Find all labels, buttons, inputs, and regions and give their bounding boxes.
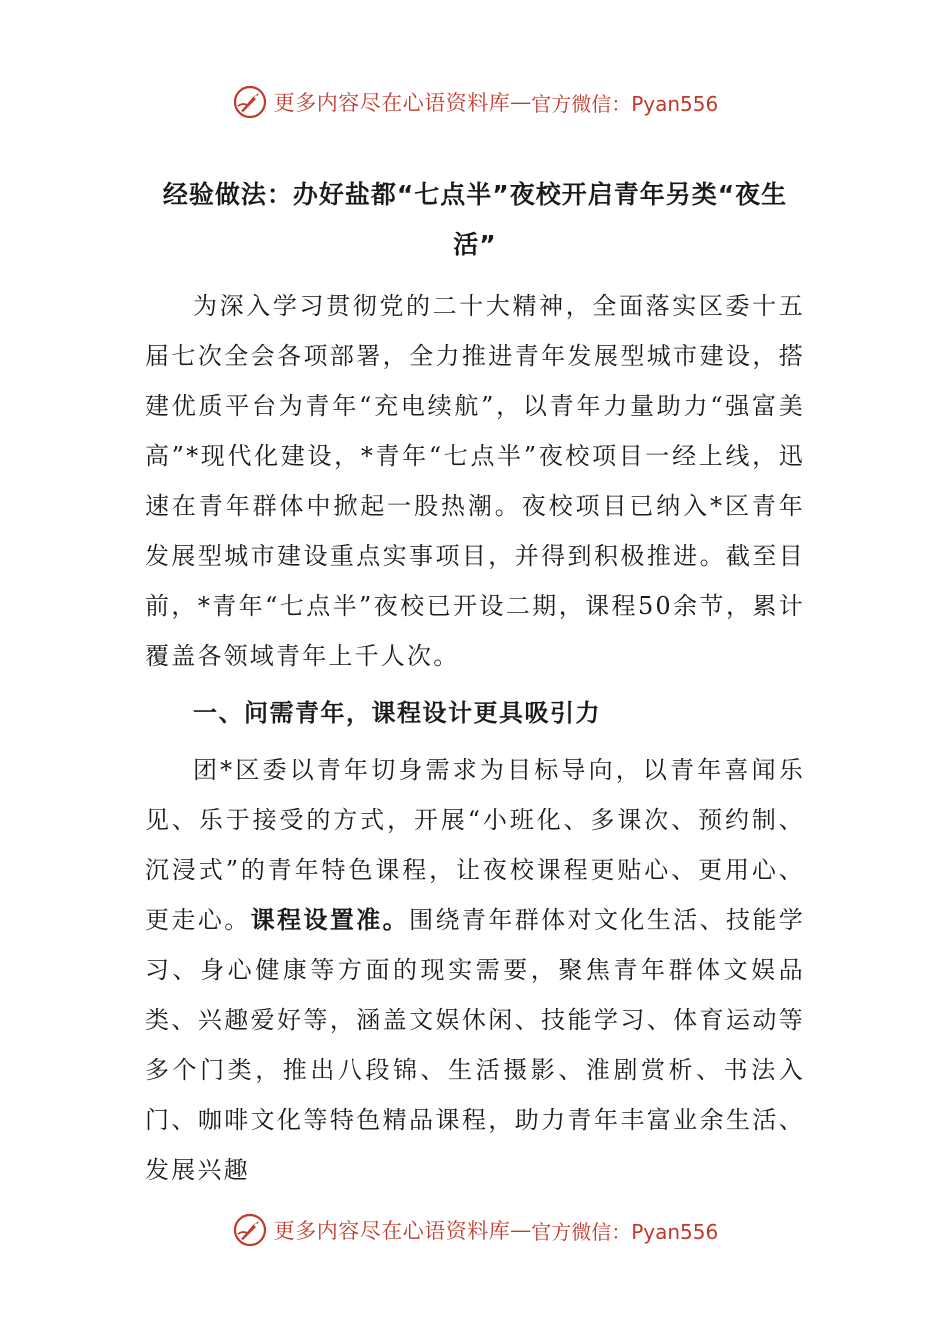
banner-wechat: 官方微信：Pyan556: [531, 91, 719, 116]
bold-lead-phrase: 课程设置准。: [250, 906, 410, 934]
footer-banner: [0, 1210, 950, 1250]
banner-dash: —: [510, 1218, 532, 1242]
pen-nib-logo-icon: [232, 84, 268, 120]
paragraph-section-1: [145, 745, 806, 1184]
header-banner: [0, 82, 950, 122]
paragraph-intro: 为深入学习贯彻党的二十大精神，全面落实区委十五届七次全会各项部署，全力推进青年发展型城市建设，搭建优质平台为青年“充电续航”，以青年力量助力“强富美高”*现代化建设，*青年“七点半”夜校项目一经上线，迅速在青年群体中掀起一股热潮。夜校项目已纳入*区青年发展型城市建设重点实事项目，并得到积极推进。截至目前，*青年“七点半”夜校已开设二期，课程50余节，累计覆盖各领域青年上千人次。: [145, 292, 805, 670]
pen-nib-logo-icon: [232, 1212, 268, 1248]
document-title: 经验做法：办好盐都“七点半”夜校开启青年另类“夜生活”: [162, 180, 788, 259]
section-heading-1: 一、问需青年，课程设计更具吸引力: [193, 699, 601, 727]
paragraph-text: 围绕青年群体对文化生活、技能学习、身心健康等方面的现实需要，聚焦青年群体文娱品类、兴趣爱好等，涵盖文娱休闲、技能学习、体育运动等多个门类，推出八段锦、生活摄影、淮剧赏析、书法入门、咖啡文化等特色精品课程，助力青年丰富业余生活、发展兴趣: [145, 906, 806, 1184]
banner-dash: —: [510, 90, 532, 114]
banner-wechat: 官方微信：Pyan556: [531, 1219, 719, 1244]
banner-text: 更多内容尽在心语资料库: [273, 1219, 511, 1243]
banner-text: 更多内容尽在心语资料库: [273, 91, 511, 115]
paragraph-text: 团*区委以青年切身需求为目标导向，以青年喜闻乐见、乐于接受的方式，开展“小班化、多课次、预约制、沉浸式”的青年特色课程，让夜校课程更贴心、更用心、更走心。: [145, 756, 805, 934]
